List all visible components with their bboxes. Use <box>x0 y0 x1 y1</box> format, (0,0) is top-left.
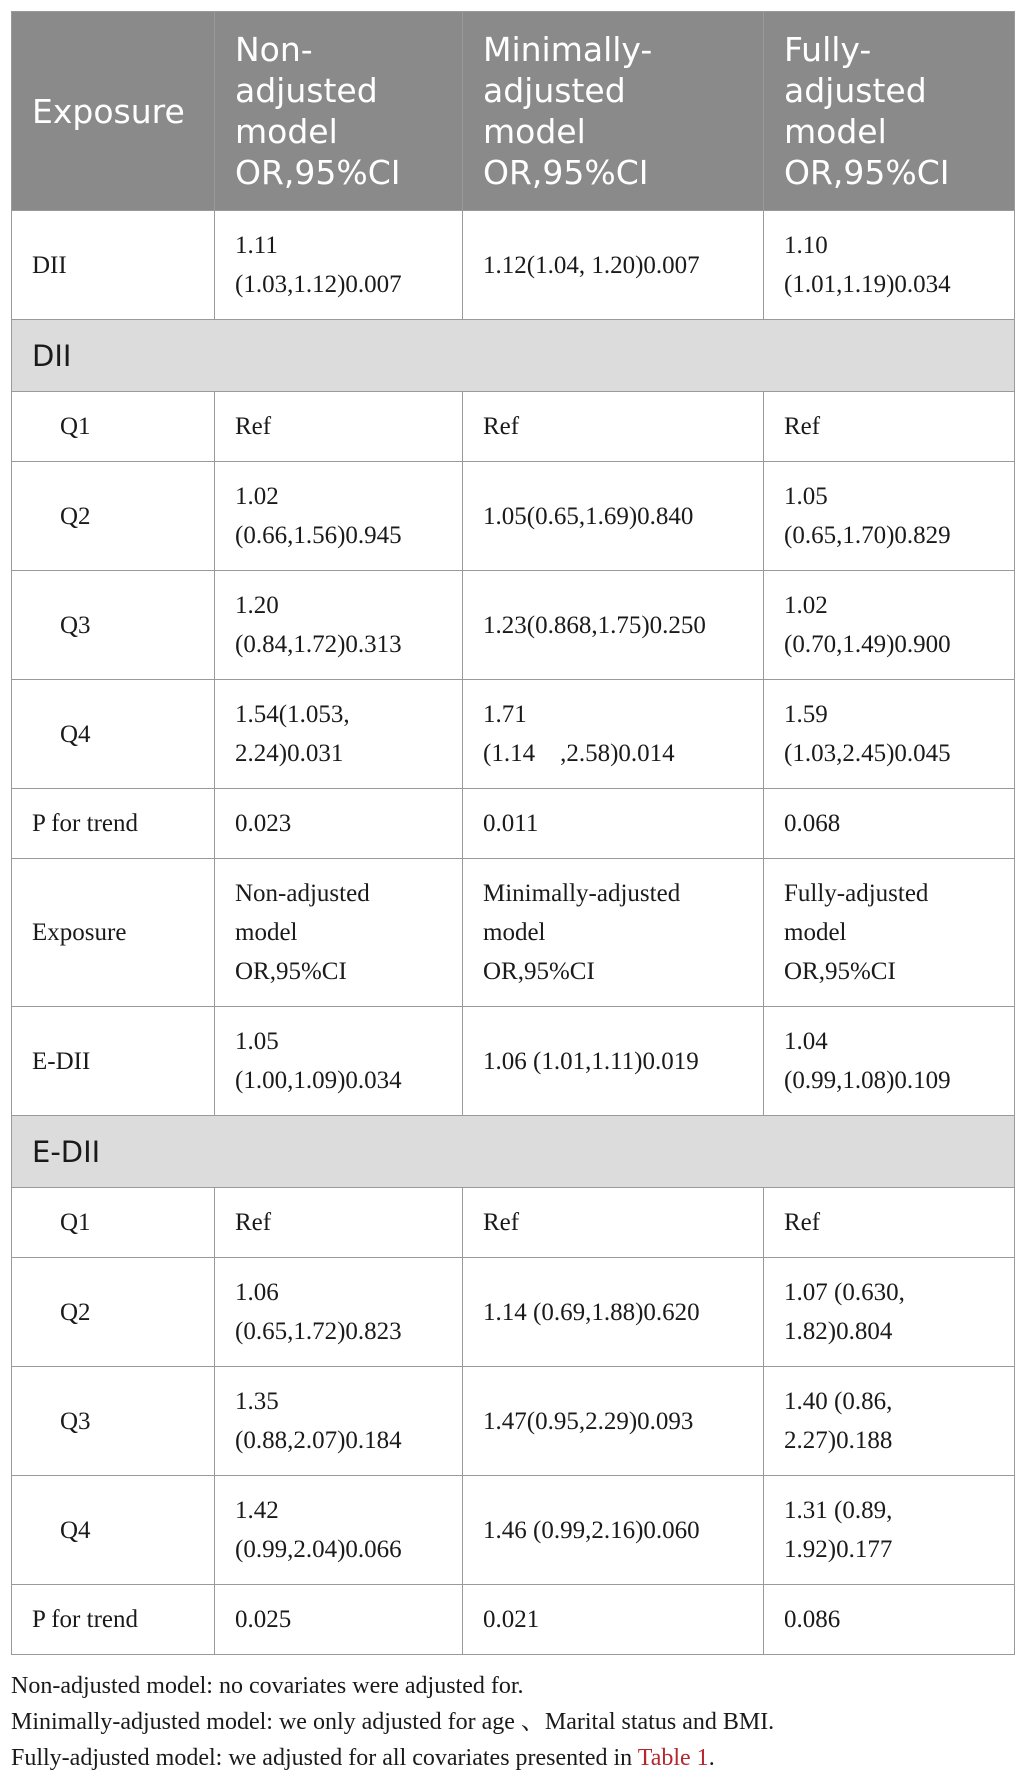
cell-non-adjusted: 1.06 (0.65,1.72)0.823 <box>215 1258 463 1367</box>
section-label: DII <box>12 320 1015 392</box>
table-row <box>12 1476 1015 1585</box>
row-label: Q2 <box>12 462 215 571</box>
cell-minimally-adjusted: 1.46 (0.99,2.16)0.060 <box>463 1476 764 1585</box>
cell-fully-adjusted: 1.10 (1.01,1.19)0.034 <box>764 211 1015 320</box>
cell-non-adjusted: Ref <box>215 392 463 462</box>
cell-minimally-adjusted: 1.06 (1.01,1.11)0.019 <box>463 1007 764 1116</box>
results-table-document <box>11 11 1014 1776</box>
cell-minimally-adjusted: 1.47(0.95,2.29)0.093 <box>463 1367 764 1476</box>
table-row <box>12 1007 1015 1116</box>
header-exposure: Exposure <box>12 12 215 211</box>
cell-fully-adjusted: Ref <box>764 392 1015 462</box>
table-row <box>12 392 1015 462</box>
table-row <box>12 1188 1015 1258</box>
footnote-fully-adjusted: Fully-adjusted model: we adjusted for all covariates presented in Table 1. <box>11 1745 715 1771</box>
cell-minimally-adjusted: Minimally-adjusted model OR,95%CI <box>463 859 764 1007</box>
section-row-dii <box>12 320 1015 392</box>
cell-non-adjusted: 1.20 (0.84,1.72)0.313 <box>215 571 463 680</box>
cell-non-adjusted: 1.05 (1.00,1.09)0.034 <box>215 1007 463 1116</box>
header-non-adjusted: Non- adjusted model OR,95%CI <box>215 12 463 211</box>
row-label: Q4 <box>12 1476 215 1585</box>
cell-minimally-adjusted: 0.021 <box>463 1585 764 1655</box>
header-fully-adjusted: Fully- adjusted model OR,95%CI <box>764 12 1015 211</box>
cell-minimally-adjusted: 1.23(0.868,1.75)0.250 <box>463 571 764 680</box>
table-row <box>12 1585 1015 1655</box>
table-row <box>12 571 1015 680</box>
odds-ratio-table <box>11 11 1015 1655</box>
cell-fully-adjusted: 1.02 (0.70,1.49)0.900 <box>764 571 1015 680</box>
table-row <box>12 1258 1015 1367</box>
table-footnotes <box>11 1668 1014 1776</box>
cell-fully-adjusted: 1.07 (0.630, 1.82)0.804 <box>764 1258 1015 1367</box>
cell-minimally-adjusted: Ref <box>463 392 764 462</box>
table-row <box>12 789 1015 859</box>
row-label: DII <box>12 211 215 320</box>
row-label: Q3 <box>12 571 215 680</box>
table-row <box>12 859 1015 1007</box>
cell-non-adjusted: 1.35 (0.88,2.07)0.184 <box>215 1367 463 1476</box>
section-row-edii <box>12 1116 1015 1188</box>
cell-minimally-adjusted: 1.14 (0.69,1.88)0.620 <box>463 1258 764 1367</box>
table-1-link[interactable]: Table 1 <box>637 1745 709 1771</box>
row-label: Exposure <box>12 859 215 1007</box>
row-label: Q4 <box>12 680 215 789</box>
cell-non-adjusted: 1.02 (0.66,1.56)0.945 <box>215 462 463 571</box>
row-label: P for trend <box>12 789 215 859</box>
cell-non-adjusted: 1.42 (0.99,2.04)0.066 <box>215 1476 463 1585</box>
cell-non-adjusted: 0.025 <box>215 1585 463 1655</box>
cell-minimally-adjusted: 1.71 (1.14 ,2.58)0.014 <box>463 680 764 789</box>
cell-non-adjusted: 1.11 (1.03,1.12)0.007 <box>215 211 463 320</box>
cell-fully-adjusted: 1.05 (0.65,1.70)0.829 <box>764 462 1015 571</box>
row-label: Q1 <box>12 1188 215 1258</box>
cell-fully-adjusted: Fully-adjusted model OR,95%CI <box>764 859 1015 1007</box>
header-minimally-adjusted: Minimally- adjusted model OR,95%CI <box>463 12 764 211</box>
cell-minimally-adjusted: 0.011 <box>463 789 764 859</box>
cell-fully-adjusted: 1.04 (0.99,1.08)0.109 <box>764 1007 1015 1116</box>
cell-non-adjusted: 0.023 <box>215 789 463 859</box>
row-label: E-DII <box>12 1007 215 1116</box>
cell-non-adjusted: 1.54(1.053, 2.24)0.031 <box>215 680 463 789</box>
cell-fully-adjusted: 0.068 <box>764 789 1015 859</box>
cell-fully-adjusted: 1.31 (0.89, 1.92)0.177 <box>764 1476 1015 1585</box>
table-header-row <box>12 12 1015 211</box>
cell-non-adjusted: Ref <box>215 1188 463 1258</box>
footnote-non-adjusted: Non-adjusted model: no covariates were adjusted for. <box>11 1673 524 1699</box>
table-row <box>12 1367 1015 1476</box>
cell-fully-adjusted: 1.40 (0.86, 2.27)0.188 <box>764 1367 1015 1476</box>
row-label: P for trend <box>12 1585 215 1655</box>
cell-non-adjusted: Non-adjusted model OR,95%CI <box>215 859 463 1007</box>
section-label: E-DII <box>12 1116 1015 1188</box>
cell-minimally-adjusted: Ref <box>463 1188 764 1258</box>
row-label: Q2 <box>12 1258 215 1367</box>
table-row <box>12 680 1015 789</box>
row-label: Q3 <box>12 1367 215 1476</box>
table-row <box>12 462 1015 571</box>
cell-minimally-adjusted: 1.12(1.04, 1.20)0.007 <box>463 211 764 320</box>
footnote-minimally-adjusted: Minimally-adjusted model: we only adjusted for age 、Marital status and BMI. <box>11 1709 775 1735</box>
table-row <box>12 211 1015 320</box>
cell-fully-adjusted: Ref <box>764 1188 1015 1258</box>
cell-fully-adjusted: 1.59 (1.03,2.45)0.045 <box>764 680 1015 789</box>
row-label: Q1 <box>12 392 215 462</box>
cell-fully-adjusted: 0.086 <box>764 1585 1015 1655</box>
cell-minimally-adjusted: 1.05(0.65,1.69)0.840 <box>463 462 764 571</box>
